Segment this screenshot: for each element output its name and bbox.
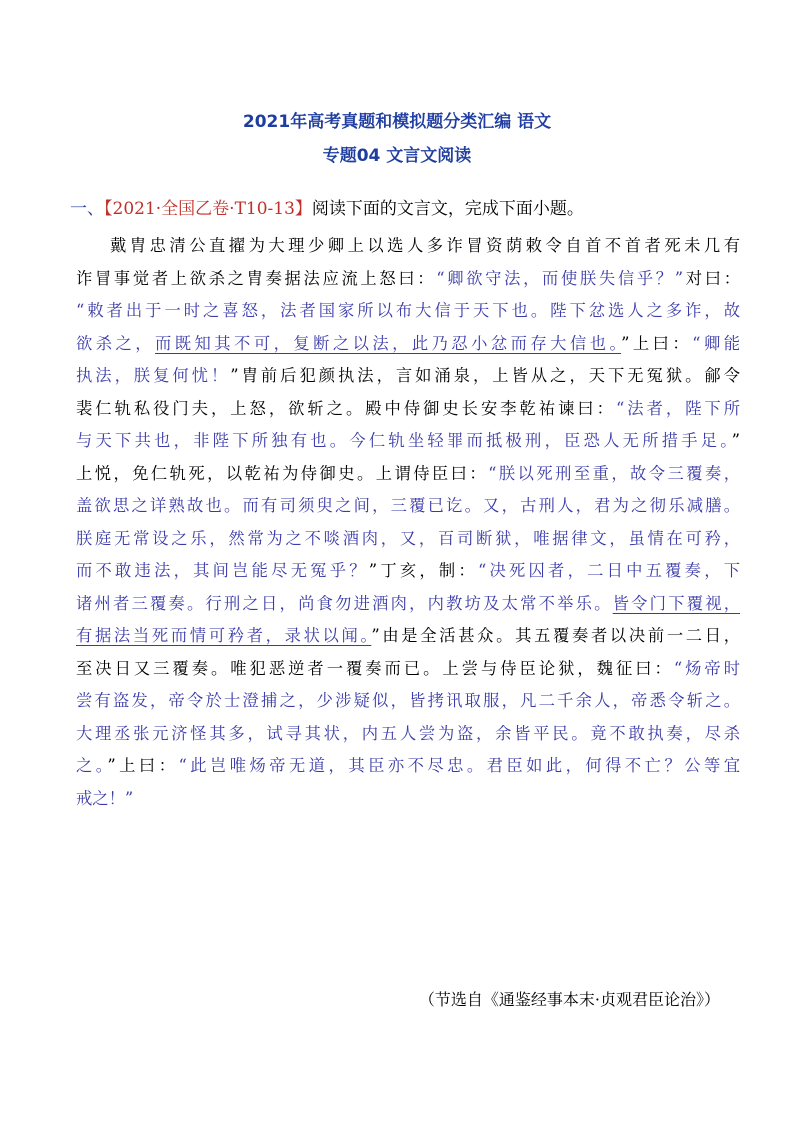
passage-quote: 而不敢违法，其间岂能尽无冤乎？: [76, 561, 369, 580]
passage-underlined-sentence: 有据法当死而情可矜者，录状以闻。: [76, 626, 372, 645]
question-source: 【2021·全国乙卷·T10-13】: [104, 199, 312, 219]
passage-quote: 执法，朕复何忧！: [76, 366, 231, 385]
passage-text: ”由是全活甚众。其五覆奏者以决前一二日，: [371, 626, 741, 645]
passage-quote: “朕以死刑至重，故令三覆奏，: [488, 463, 740, 483]
passage-line-15: [76, 685, 740, 718]
document-title: 2021年高考真题和模拟题分类汇编 语文: [242, 112, 552, 132]
passage-text: ”上曰：: [621, 333, 693, 353]
passage-text: 对曰：: [683, 268, 740, 288]
passage-line-8: [76, 458, 740, 491]
passage-quote: 与天下共也，非陛下所独有也。今仁轨坐轻罪而抵极刑，臣恐人无所措手足。: [76, 431, 732, 450]
passage-text: ”上曰：: [107, 756, 179, 775]
passage-quote: “此岂唯炀帝无道，其臣亦不尽忠。君臣如此，何得不亡？公等宜: [178, 756, 740, 775]
passage-line-10: [76, 523, 740, 556]
passage-text: ”丁亥，制：: [368, 561, 478, 580]
passage-quote: “法者，陛下所: [615, 398, 740, 418]
passage-quote: “卿能: [692, 333, 740, 353]
passage-line-11: [76, 555, 740, 588]
passage-quote: “炀帝时: [673, 658, 740, 678]
passage-quote: 大理丞张元济怪其多，试寻其状，内五人尝为盗，余皆平民。竟不敢执奏，尽杀: [76, 723, 740, 743]
passage-line-1: [76, 230, 740, 263]
passage-line-16: [76, 718, 740, 751]
passage-text: 裴仁轨私役门夫，上怒，欲斩之。殿中侍御史长安李乾祐谏曰：: [76, 398, 616, 418]
passage: [76, 230, 740, 815]
passage-quote: 诸州者三覆奏。行刑之日，尚食勿进酒肉，内教坊及太常不举乐。: [76, 593, 613, 613]
passage-line-12: [76, 588, 740, 621]
passage-underlined-sentence: 皆令门下覆视，: [612, 593, 740, 613]
passage-line-2: [76, 263, 740, 296]
passage-underlined-sentence: 而既知其不可，复断之以法，此乃忍小忿而存大信也。: [155, 333, 622, 353]
passage-line-6: [76, 393, 740, 426]
passage-line-4: [76, 328, 740, 361]
passage-line-17: [76, 750, 740, 783]
passage-text: 戴胄忠清公直擢为大理少卿上以选人多诈冒资荫敕令自首不首者死未几有: [110, 236, 740, 255]
passage-quote: 戒之！”: [76, 788, 134, 808]
passage-line-3: [76, 295, 740, 328]
passage-text: 至决日又三覆奏。唯犯恶逆者一覆奏而已。上尝与侍臣论狱，魏征曰：: [76, 658, 674, 678]
passage-citation: （节选自《通鉴经事本末·贞观君臣论治》）: [418, 990, 720, 1009]
passage-line-13: [76, 620, 740, 653]
passage-quote: “决死囚者，二日中五覆奏，下: [477, 561, 740, 580]
passage-quote: “卿欲守法，而使朕失信乎？”: [436, 268, 684, 288]
passage-quote: 朕庭无常设之乐，然常为之不啖酒肉，又，百司断狱，唯据律文，虽情在可矜，: [76, 528, 740, 548]
passage-quote: 欲杀之，: [76, 333, 156, 353]
passage-line-14: [76, 653, 740, 686]
question-number: 一、: [70, 199, 104, 219]
passage-text: ”胄前后犯颜执法，言如涌泉，上皆从之，天下无冤狱。鄃令: [230, 366, 740, 385]
passage-quote: 尝有盗发，帝令於士澄捕之，少涉疑似，皆拷讯取服，凡二千余人，帝悉令斩之。: [76, 691, 740, 710]
passage-text: 诈冒事觉者上欲杀之胄奏据法应流上怒曰：: [76, 268, 437, 288]
question-heading: [70, 197, 750, 221]
passage-line-18: [76, 783, 740, 816]
passage-text: 上悦，免仁轨死，以乾祐为侍御史。上谓侍臣曰：: [76, 463, 489, 483]
passage-text: ”: [731, 431, 740, 450]
question-prompt: 阅读下面的文言文，完成下面小题。: [311, 199, 584, 219]
passage-line-5: [76, 360, 740, 393]
passage-line-7: [76, 425, 740, 458]
document-subtitle: 专题04 文言文阅读: [322, 146, 472, 166]
passage-quote: 之。: [76, 756, 108, 775]
passage-quote: “敕者出于一时之喜怒，法者国家所以布大信于天下也。陛下忿选人之多诈，故: [76, 301, 740, 320]
passage-quote: 盖欲思之详熟故也。而有司须臾之间，三覆已讫。又，古刑人，君为之彻乐减膳。: [76, 496, 740, 515]
passage-line-9: [76, 490, 740, 523]
